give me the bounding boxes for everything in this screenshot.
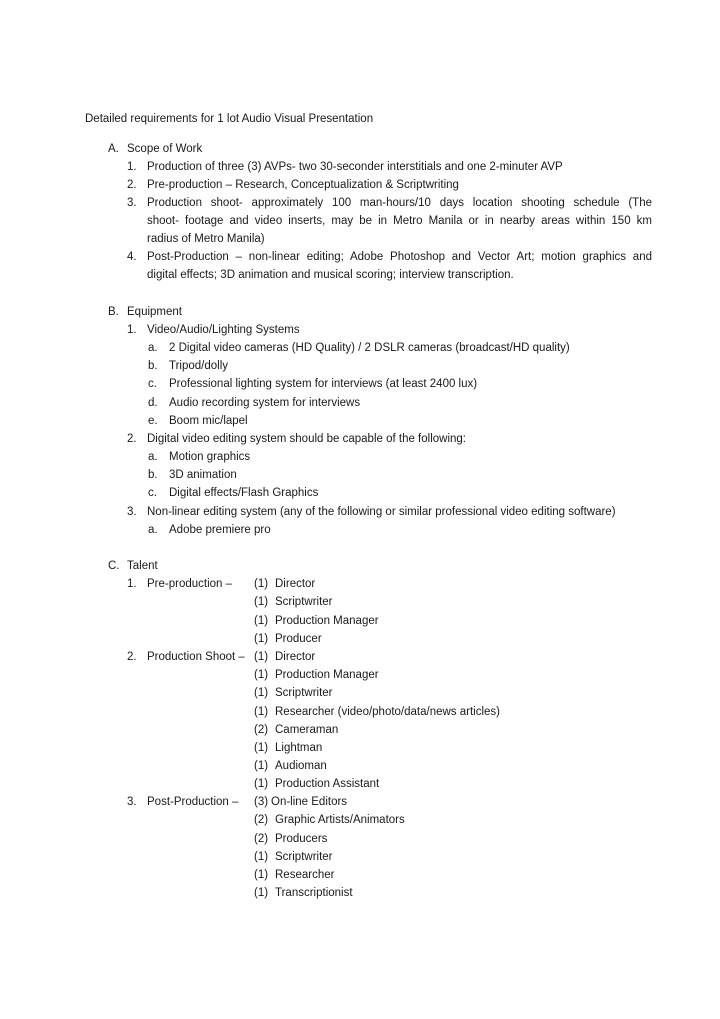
section-a-letter: A. <box>108 143 119 155</box>
equipment-sub-letter: b. <box>148 469 158 481</box>
equipment-sub-text: Professional lighting system for interviews (at least 2400 lux) <box>169 378 478 390</box>
section-a-item-text: Production of three (3) AVPs- two 30-seconder interstitials and one 2-minuter AVP <box>147 161 563 173</box>
talent-role: Production Manager <box>275 615 379 627</box>
talent-count: (2) <box>254 724 269 736</box>
talent-count: (1) <box>254 669 269 681</box>
document-title: Detailed requirements for 1 lot Audio Visual Presentation <box>85 113 374 125</box>
talent-count: (2) <box>254 814 269 826</box>
talent-role: Researcher (video/photo/data/news articles) <box>275 706 501 718</box>
talent-count: (1) <box>254 651 269 663</box>
talent-phase-label: Production Shoot – <box>147 651 245 663</box>
talent-role: On-line Editors <box>271 796 348 808</box>
section-a-item-number: 3. <box>127 197 137 209</box>
talent-count: (3) <box>254 796 269 808</box>
talent-count: (1) <box>254 578 269 590</box>
talent-role: Researcher <box>275 869 335 881</box>
talent-role: Lightman <box>275 742 323 754</box>
equipment-group-text: Digital video editing system should be capable of the following: <box>147 433 466 445</box>
paragraph-line: Production shoot- approximately 100 man-hours/10 days location shooting schedule (The <box>147 197 652 209</box>
equipment-sub-text: Motion graphics <box>169 451 251 463</box>
talent-phase-label: Post-Production – <box>147 796 239 808</box>
paragraph-line: shoot- footage and video inserts, may be in Metro Manila or in nearby areas within 150 km <box>147 215 652 227</box>
talent-role: Production Assistant <box>275 778 380 790</box>
talent-role: Producer <box>275 633 322 645</box>
talent-count: (1) <box>254 742 269 754</box>
talent-count: (1) <box>254 615 269 627</box>
talent-count: (1) <box>254 869 269 881</box>
section-a-item-number: 1. <box>127 161 137 173</box>
talent-role: Scriptwriter <box>275 851 333 863</box>
talent-count: (2) <box>254 833 269 845</box>
section-a-item-text: Pre-production – Research, Conceptualization & Scriptwriting <box>147 179 459 191</box>
equipment-sub-text: Digital effects/Flash Graphics <box>169 487 319 499</box>
talent-count: (1) <box>254 760 269 772</box>
section-a-item-paragraph <box>147 194 652 248</box>
equipment-group-text: Video/Audio/Lighting Systems <box>147 324 300 336</box>
talent-count: (1) <box>254 887 269 899</box>
talent-count: (1) <box>254 596 269 608</box>
equipment-sub-letter: b. <box>148 360 158 372</box>
equipment-group-number: 3. <box>127 506 137 518</box>
talent-role: Cameraman <box>275 724 339 736</box>
equipment-sub-text: 2 Digital video cameras (HD Quality) / 2 DSLR cameras (broadcast/HD quality) <box>169 342 570 354</box>
paragraph-line: Post-Production – non-linear editing; Adobe Photoshop and Vector Art; motion graphics and <box>147 251 652 263</box>
section-a-heading: Scope of Work <box>127 143 203 155</box>
equipment-sub-text: Boom mic/lapel <box>169 415 248 427</box>
talent-count: (1) <box>254 687 269 699</box>
section-b-letter: B. <box>108 306 119 318</box>
section-c-heading: Talent <box>127 560 158 572</box>
equipment-sub-text: Audio recording system for interviews <box>169 397 361 409</box>
talent-count: (1) <box>254 706 269 718</box>
talent-role: Graphic Artists/Animators <box>275 814 405 826</box>
equipment-sub-letter: c. <box>148 487 157 499</box>
talent-role: Audioman <box>275 760 327 772</box>
section-b-heading: Equipment <box>127 306 182 318</box>
equipment-sub-text: Adobe premiere pro <box>169 524 271 536</box>
talent-count: (1) <box>254 633 269 645</box>
section-a-item-paragraph <box>147 248 652 284</box>
equipment-sub-letter: c. <box>148 378 157 390</box>
equipment-sub-letter: e. <box>148 415 158 427</box>
equipment-group-number: 2. <box>127 433 137 445</box>
talent-role: Scriptwriter <box>275 687 333 699</box>
talent-count: (1) <box>254 778 269 790</box>
talent-phase-number: 1. <box>127 578 137 590</box>
talent-phase-number: 3. <box>127 796 137 808</box>
talent-phase-number: 2. <box>127 651 137 663</box>
talent-role: Director <box>275 578 316 590</box>
equipment-sub-letter: a. <box>148 342 158 354</box>
talent-phase-label: Pre-production – <box>147 578 233 590</box>
talent-count: (1) <box>254 851 269 863</box>
talent-role: Production Manager <box>275 669 379 681</box>
talent-role: Director <box>275 651 316 663</box>
talent-role: Producers <box>275 833 328 845</box>
equipment-sub-letter: d. <box>148 397 158 409</box>
talent-role: Scriptwriter <box>275 596 333 608</box>
equipment-sub-text: Tripod/dolly <box>169 360 229 372</box>
equipment-sub-letter: a. <box>148 524 158 536</box>
equipment-group-number: 1. <box>127 324 137 336</box>
section-a-item-number: 2. <box>127 179 137 191</box>
section-a-item-number: 4. <box>127 251 137 263</box>
paragraph-line: digital effects; 3D animation and musical scoring; interview transcription. <box>147 269 514 281</box>
section-c-letter: C. <box>108 560 120 572</box>
equipment-sub-letter: a. <box>148 451 158 463</box>
equipment-sub-text: 3D animation <box>169 469 237 481</box>
paragraph-line: radius of Metro Manila) <box>147 233 265 245</box>
equipment-group-text: Non-linear editing system (any of the following or similar professional video editing software) <box>147 506 616 518</box>
talent-role: Transcriptionist <box>275 887 353 899</box>
